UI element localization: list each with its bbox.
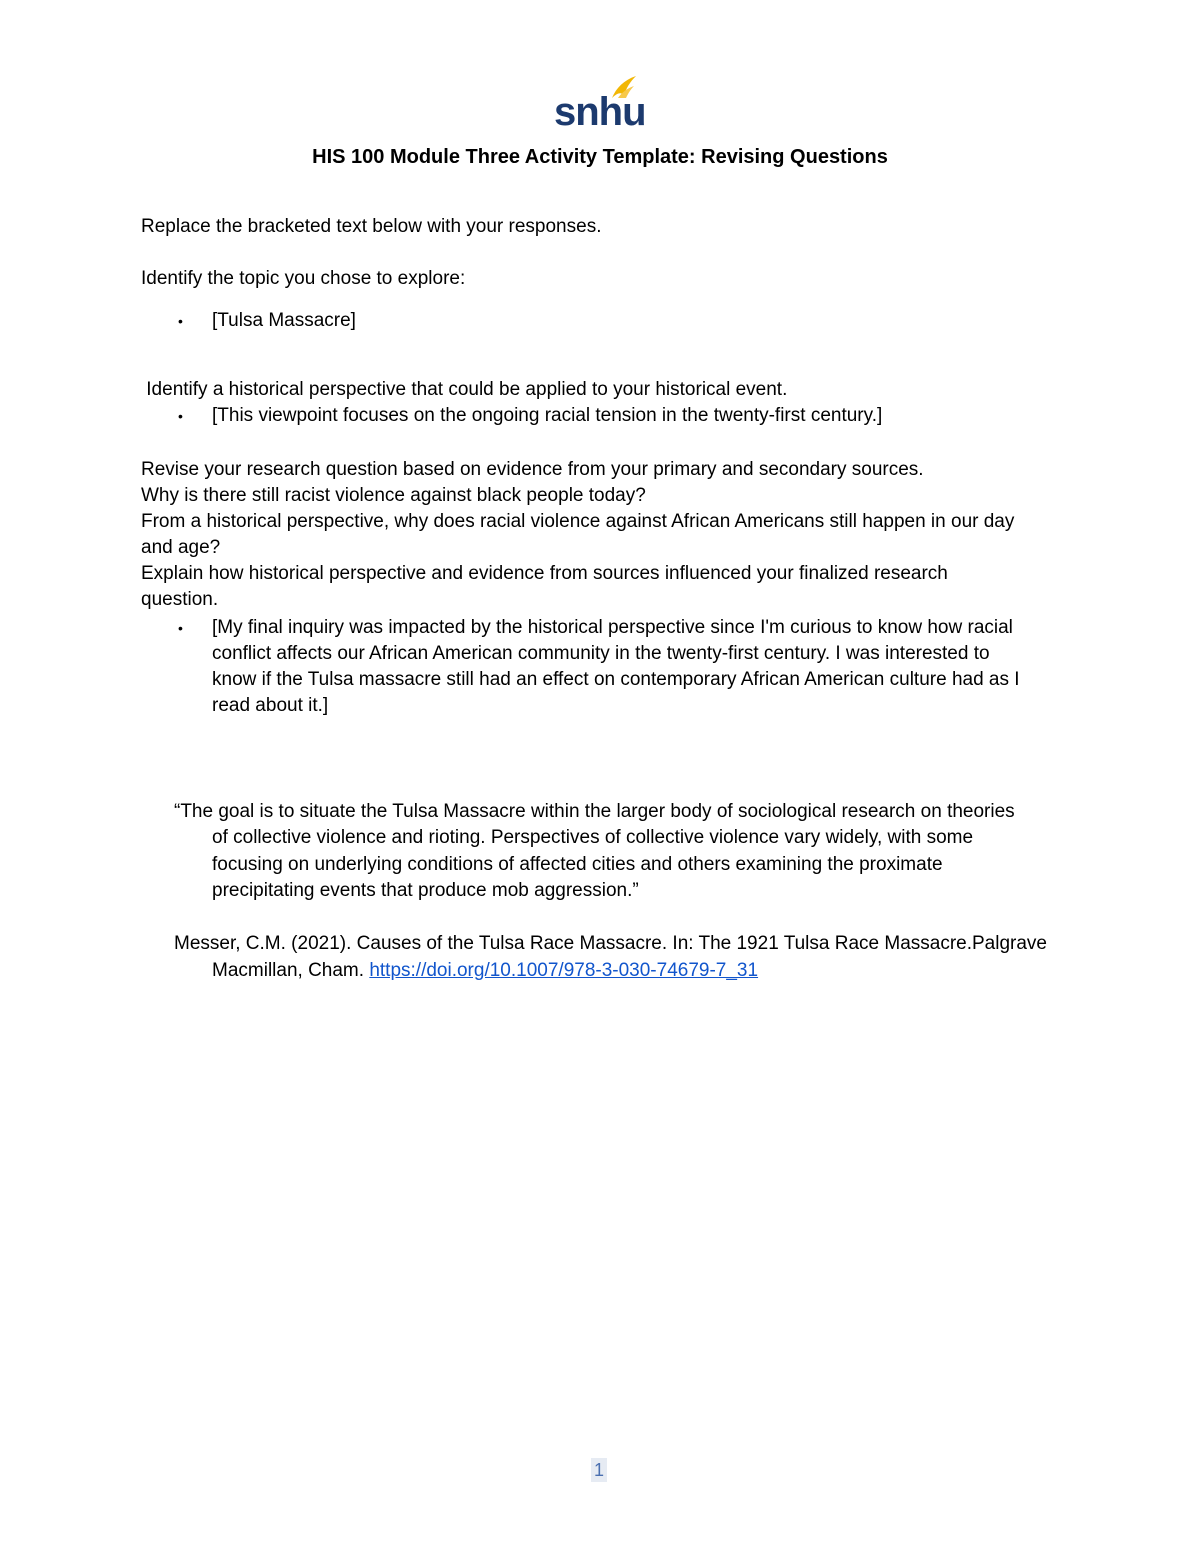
revised-question-line: and age? bbox=[141, 537, 221, 558]
explain-answer-line: [My final inquiry was impacted by the historical perspective since I'm curious to know how racial bbox=[212, 617, 1013, 638]
citation-publisher: Macmillan, Cham. bbox=[212, 960, 370, 981]
quote-line: “The goal is to situate the Tulsa Massacre within the larger body of sociological research on theories bbox=[174, 801, 1015, 822]
quote-line: of collective violence and rioting. Perspectives of collective violence vary widely, with some bbox=[212, 827, 974, 848]
snhu-logo bbox=[554, 74, 646, 134]
citation-line: Messer, C.M. (2021). Causes of the Tulsa Race Massacre. In: The 1921 Tulsa Race Massacre.Palgrave bbox=[174, 933, 1047, 954]
bullet-marker: • bbox=[178, 620, 183, 636]
logo-text: snhu bbox=[554, 90, 646, 134]
page-title: HIS 100 Module Three Activity Template: Revising Questions bbox=[312, 146, 888, 168]
bullet-marker: • bbox=[178, 408, 183, 424]
topic-answer: [Tulsa Massacre] bbox=[212, 310, 356, 331]
topic-prompt: Identify the topic you chose to explore: bbox=[141, 268, 466, 289]
revise-prompt: Revise your research question based on evidence from your primary and secondary sources. bbox=[141, 459, 924, 480]
citation-line bbox=[174, 958, 758, 985]
explain-prompt-line: Explain how historical perspective and evidence from sources influenced your finalized research bbox=[141, 563, 948, 584]
page-number: 1 bbox=[591, 1458, 607, 1482]
instruction-text: Replace the bracketed text below with your responses. bbox=[141, 216, 602, 237]
doi-link[interactable]: https://doi.org/10.1007/978-3-030-74679-7_31 bbox=[369, 960, 759, 981]
quote-line: focusing on underlying conditions of affected cities and others examining the proximate bbox=[212, 854, 943, 875]
perspective-prompt: Identify a historical perspective that could be applied to your historical event. bbox=[141, 379, 788, 400]
original-question: Why is there still racist violence against black people today? bbox=[141, 485, 646, 506]
explain-prompt-line: question. bbox=[141, 589, 219, 610]
bullet-marker: • bbox=[178, 313, 183, 329]
explain-answer-line: conflict affects our African American community in the twenty-first century. I was interested to bbox=[212, 643, 990, 664]
explain-answer-line: read about it.] bbox=[212, 695, 329, 716]
explain-answer-line: know if the Tulsa massacre still had an effect on contemporary African American culture had as I bbox=[212, 669, 1020, 690]
perspective-answer: [This viewpoint focuses on the ongoing racial tension in the twenty-first century.] bbox=[212, 405, 883, 426]
revised-question-line: From a historical perspective, why does racial violence against African Americans still happen in our day bbox=[141, 511, 1015, 532]
quote-line: precipitating events that produce mob aggression.” bbox=[212, 880, 639, 901]
